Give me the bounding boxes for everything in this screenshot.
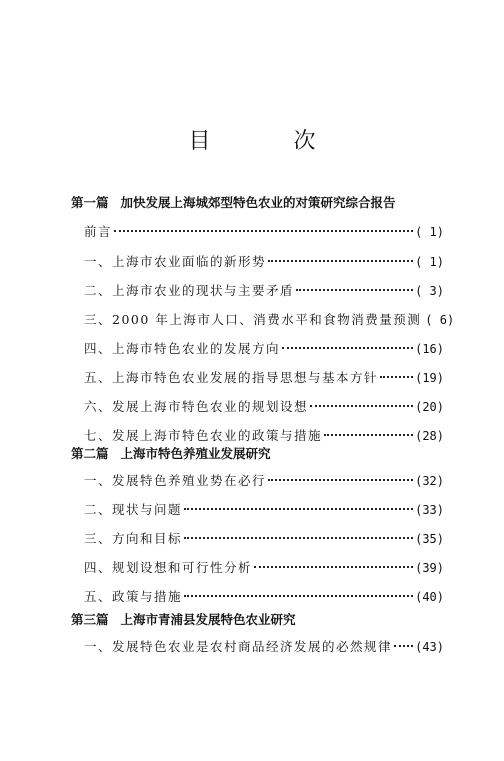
part-title: 上海市特色养殖业发展研究 xyxy=(120,446,271,461)
entry-label: 一、上海市农业面临的新形势 xyxy=(84,254,267,269)
entry-label: 五、政策与措施 xyxy=(84,589,183,604)
toc-entry xyxy=(84,471,444,489)
leader-dots xyxy=(380,375,413,378)
part-number: 第三篇 xyxy=(71,612,109,627)
part-number: 第二篇 xyxy=(71,446,109,461)
toc-entry xyxy=(84,426,444,444)
toc-entry xyxy=(84,500,444,518)
page-title: 目 次 xyxy=(188,129,354,154)
page-number: (28) xyxy=(415,429,444,443)
page-number: ( 6) xyxy=(425,313,455,327)
toc-entry xyxy=(84,252,444,270)
entry-label: 二、现状与问题 xyxy=(84,502,183,517)
part-title: 加快发展上海城郊型特色农业的对策研究综合报告 xyxy=(120,195,396,210)
toc-entry xyxy=(84,397,444,415)
toc-entry xyxy=(84,587,444,605)
entry-label: 二、上海市农业的现状与主要矛盾 xyxy=(84,283,295,298)
page-number: (19) xyxy=(415,371,444,385)
entry-label: 一、发展特色农业是农村商品经济发展的必然规律 xyxy=(84,639,393,654)
entry-label: 六、发展上海市特色农业的规划设想 xyxy=(84,399,309,414)
leader-dots xyxy=(324,433,413,436)
leader-dots xyxy=(254,565,413,568)
leader-dots xyxy=(184,507,413,510)
part-heading xyxy=(71,610,471,628)
page-number: (40) xyxy=(415,590,444,604)
page-number: ( 1) xyxy=(415,225,444,239)
toc-entry xyxy=(84,281,444,299)
leader-dots xyxy=(268,478,413,481)
toc-entry xyxy=(84,339,444,357)
page-number: (20) xyxy=(415,400,444,414)
entry-label: 七、发展上海市特色农业的政策与措施 xyxy=(84,428,323,443)
leader-dots xyxy=(394,644,413,647)
page-number: (43) xyxy=(415,640,444,654)
toc-entry xyxy=(84,529,444,547)
page-number: (16) xyxy=(415,342,444,356)
toc-entry xyxy=(84,310,455,328)
part-number: 第一篇 xyxy=(71,195,109,210)
entry-label: 一、发展特色养殖业势在必行 xyxy=(84,473,267,488)
page-number: (35) xyxy=(415,532,444,546)
page-number: (32) xyxy=(415,474,444,488)
leader-dots xyxy=(282,346,413,349)
entry-label: 四、规划设想和可行性分析 xyxy=(84,560,253,575)
toc-entry xyxy=(84,558,444,576)
part-heading xyxy=(71,193,471,211)
leader-dots xyxy=(114,229,413,232)
entry-label: 三、方向和目标 xyxy=(84,531,183,546)
entry-label: 四、上海市特色农业的发展方向 xyxy=(84,341,281,356)
entry-label: 三、2000 年上海市人口、消费水平和食物消费量预测 xyxy=(84,312,422,327)
leader-dots xyxy=(184,594,413,597)
toc-entry xyxy=(84,637,444,655)
page-number: ( 3) xyxy=(415,284,444,298)
toc-entry xyxy=(84,368,444,386)
page-number: (33) xyxy=(415,503,444,517)
page-number: (39) xyxy=(415,561,444,575)
leader-dots xyxy=(310,404,413,407)
leader-dots xyxy=(268,259,413,262)
leader-dots xyxy=(184,536,413,539)
page-number: ( 1) xyxy=(415,255,444,269)
leader-dots xyxy=(296,288,413,291)
toc-entry xyxy=(84,222,444,240)
entry-label: 五、上海市特色农业发展的指导思想与基本方针 xyxy=(84,370,379,385)
entry-label: 前言 xyxy=(84,224,113,239)
part-title: 上海市青浦县发展特色农业研究 xyxy=(120,612,296,627)
part-heading xyxy=(71,444,471,462)
